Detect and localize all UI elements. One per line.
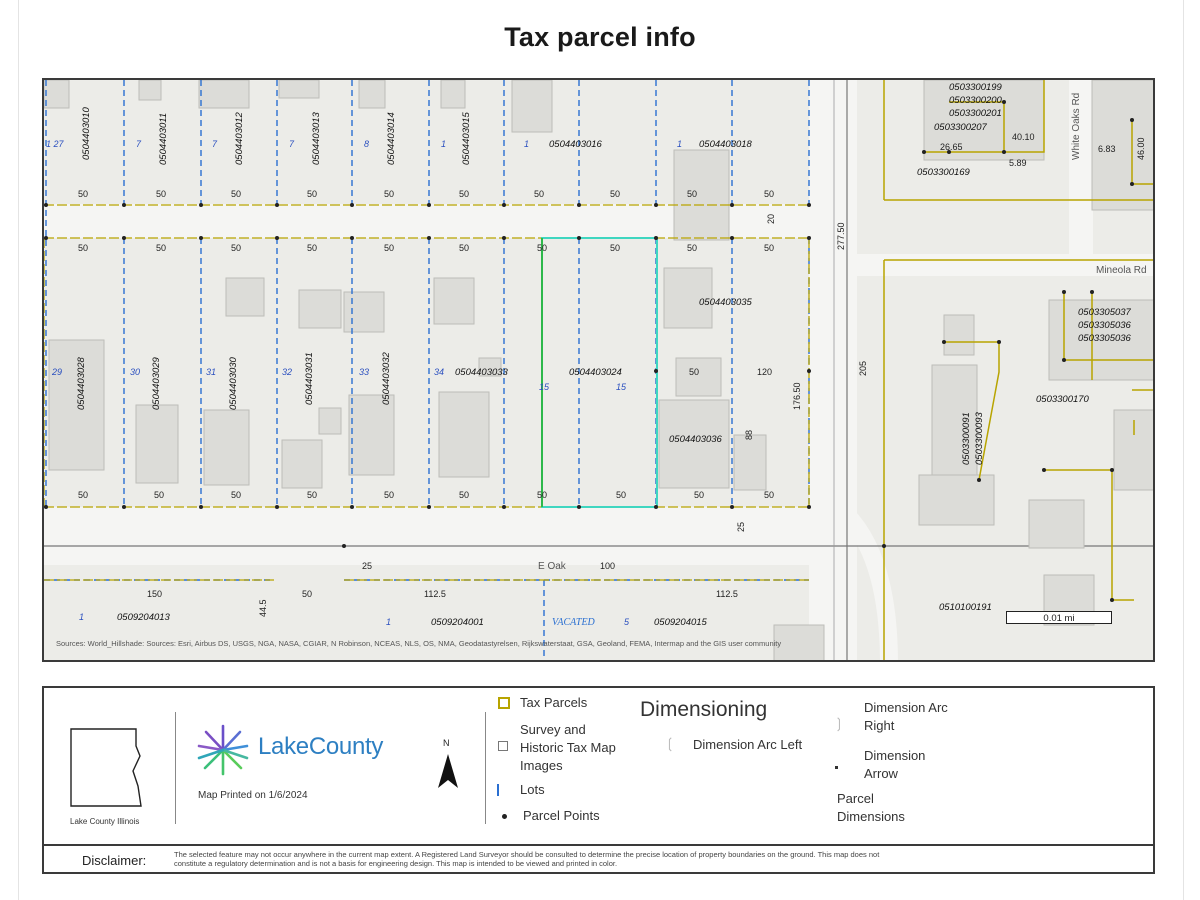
lot-number: 8 [364,139,370,149]
svg-text:50: 50 [610,243,621,253]
lot-number: 7 [289,139,295,149]
parcel-map[interactable] [44,80,1155,662]
lake-county-logo-text: LakeCounty [258,733,384,760]
lot-number: 7 [212,139,218,149]
pin-label[interactable]: 0503305036 [1078,320,1131,331]
svg-text:50: 50 [610,189,621,199]
legend-tax-parcels: Tax Parcels [520,695,588,710]
lot-number: 5 [624,617,630,627]
county-caption: Lake County Illinois [70,817,140,826]
svg-text:50: 50 [78,490,89,500]
tax-parcels-swatch-icon [498,697,510,709]
lot-number: 1 [386,617,392,627]
pin-label[interactable]: 0504403016 [549,139,602,150]
pin-label[interactable]: 0503300091 [961,412,972,465]
pin-label[interactable]: 0510100191 [939,602,992,613]
pin-label[interactable]: 0503305036 [1078,333,1131,344]
pin-label-selected[interactable]: 0504403024 [569,367,622,378]
lot-number: 1 27 [46,139,64,149]
svg-text:150: 150 [147,589,163,599]
svg-text:50: 50 [307,243,318,253]
legend-divider [485,712,486,824]
disclaimer-label: Disclaimer: [82,853,147,868]
svg-text:112.5: 112.5 [424,589,446,599]
pin-label[interactable]: 0504403010 [81,107,92,160]
parcel-point-swatch-icon [502,814,507,819]
dimension-arc-right-icon: ❳ [833,715,845,731]
lot-number: 1 [79,612,85,622]
pin-label[interactable]: 0503300169 [917,167,970,178]
svg-text:88: 88 [744,429,754,440]
pin-label[interactable]: 0504403029 [151,357,162,410]
svg-text:50: 50 [616,490,627,500]
svg-text:50: 50 [384,490,395,500]
svg-text:50: 50 [231,243,242,253]
legend-arc-right: Dimension Arc Right [864,700,948,733]
printed-date: Map Printed on 1/6/2024 [198,790,308,801]
lot-number: 33 [359,367,370,377]
pin-label[interactable]: 0503300207 [934,122,987,133]
legend-parcel-dimensions: Parcel Dimensions [837,791,905,824]
svg-text:5.89: 5.89 [1009,158,1027,168]
pin-label[interactable]: 0503300093 [974,412,985,465]
svg-text:50: 50 [156,189,167,199]
street-label-white-oaks: White Oaks Rd [1071,92,1082,160]
north-label: N [443,738,450,748]
svg-text:50: 50 [764,490,775,500]
svg-text:40.10: 40.10 [1012,132,1035,142]
legend-dimensioning-heading: Dimensioning [640,698,768,721]
legend-parcel-points: Parcel Points [523,808,600,823]
lot-number: 15 [616,382,627,392]
lot-number: 31 [206,367,217,377]
pin-label[interactable]: 0503300200 [949,95,1002,106]
svg-text:20: 20 [766,213,776,224]
svg-text:26.65: 26.65 [940,142,963,152]
legend-arc-left: Dimension Arc Left [693,737,803,752]
dimension-arrow-icon [835,766,838,769]
street-label-mineola: Mineola Rd [1096,265,1147,276]
svg-text:50: 50 [307,189,318,199]
disclaimer-text: The selected feature may not occur anywhere in the current map extent. A Registered Land Surveyor should be consulted to determine the precise location of property boundaries on the ground. This map does not constitute a regulatory determination and is not a basis for engineering design. This map is intended to be viewed and printed in color. [174,850,880,868]
pin-label[interactable]: 0504403012 [234,112,245,165]
svg-text:50: 50 [459,490,470,500]
map-frame[interactable] [42,78,1155,662]
svg-text:50: 50 [687,243,698,253]
lot-number: 32 [282,367,293,377]
svg-text:50: 50 [156,243,167,253]
svg-text:50: 50 [764,243,775,253]
pin-label[interactable]: 0504403035 [699,297,752,308]
svg-text:50: 50 [694,490,705,500]
north-arrow-icon [436,752,460,790]
svg-text:277.50: 277.50 [836,222,846,250]
svg-text:25: 25 [736,521,746,532]
lot-number: 34 [434,367,445,377]
svg-text:50: 50 [78,243,89,253]
lots-swatch-icon [497,784,501,796]
dimension-arc-left-icon: ❲ [664,735,676,751]
pin-label[interactable]: 0503300201 [949,108,1002,119]
pin-label[interactable]: 0504403033 [455,367,508,378]
lot-number: 15 [539,382,550,392]
lot-number: 1 [441,139,447,149]
svg-text:50: 50 [384,189,395,199]
lot-number: 30 [130,367,141,377]
pin-label[interactable]: 0504403036 [669,434,722,445]
lot-number: 29 [52,367,63,377]
pin-label[interactable]: 0504403030 [228,357,239,410]
pin-label[interactable]: 0504403018 [699,139,752,150]
svg-text:50: 50 [302,589,313,599]
svg-text:50: 50 [384,243,395,253]
pin-label[interactable]: 0504403031 [304,352,315,405]
street-label-e-oak: E Oak [538,561,566,572]
legend-survey: Survey and Historic Tax Map Images [520,722,616,773]
lot-number: 7 [136,139,142,149]
pin-label[interactable]: 0503300170 [1036,394,1089,405]
svg-text:100: 100 [600,561,616,571]
pin-label[interactable]: 0504403013 [311,112,322,165]
svg-text:44.5: 44.5 [258,599,268,617]
pin-label[interactable]: 0504403014 [386,112,397,165]
svg-text:120: 120 [757,367,773,377]
lake-county-outline-icon [68,726,148,812]
pin-label[interactable]: 0504403011 [158,112,169,165]
svg-text:6.83: 6.83 [1098,144,1116,154]
svg-text:50: 50 [537,490,548,500]
svg-text:50: 50 [687,189,698,199]
pin-label[interactable]: 0503305037 [1078,307,1131,318]
pin-label[interactable]: 0509204013 [117,612,170,623]
svg-text:46.00: 46.00 [1136,137,1146,160]
svg-text:50: 50 [459,243,470,253]
svg-text:112.5: 112.5 [716,589,738,599]
legend-lots: Lots [520,782,545,797]
vacated-label: VACATED [552,617,595,628]
scale-bar: 0.01 mi [1006,611,1112,624]
pin-label[interactable]: 0504403015 [461,112,472,165]
survey-swatch-icon [498,741,508,751]
pin-label[interactable]: 0503300199 [949,82,1002,93]
svg-text:50: 50 [459,189,470,199]
svg-text:50: 50 [231,189,242,199]
page-title: Tax parcel info [504,22,696,52]
svg-text:176.50: 176.50 [792,382,802,410]
svg-text:50: 50 [764,189,775,199]
pin-label[interactable]: 0509204015 [654,617,707,628]
legend-dim-arrow: Dimension Arrow [864,748,926,781]
lot-number: 1 [677,139,683,149]
svg-text:50: 50 [78,189,89,199]
svg-text:50: 50 [534,189,545,199]
legend-divider [175,712,176,824]
map-attribution: Sources: World_Hillshade: Sources: Esri, Airbus DS, USGS, NGA, NASA, CGIAR, N Robinson, NCEAS, NLS, OS, NMA, Geodatastyrelsen, Rijkswaterstaat, GSA, Geoland, FEMA, Intermap and the GIS user community [56,639,782,648]
svg-text:50: 50 [231,490,242,500]
lot-number: 1 [524,139,530,149]
svg-text:205: 205 [858,360,868,376]
svg-text:50: 50 [689,367,700,377]
pin-label[interactable]: 0504403028 [76,357,87,410]
svg-text:50: 50 [307,490,318,500]
lake-county-logo-icon [195,722,251,778]
pin-label[interactable]: 0504403032 [381,352,392,405]
pin-label[interactable]: 0509204001 [431,617,484,628]
svg-text:50: 50 [154,490,165,500]
svg-text:50: 50 [537,243,548,253]
svg-text:25: 25 [362,561,373,571]
